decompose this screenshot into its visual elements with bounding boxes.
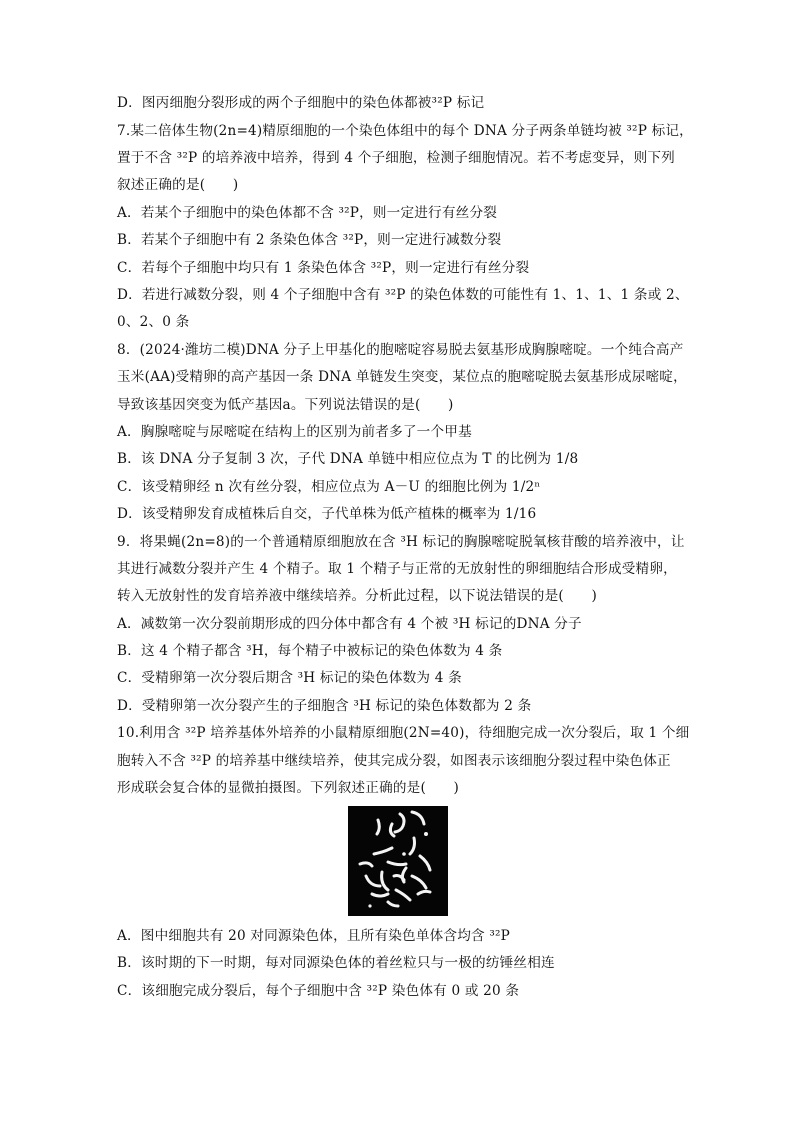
chromosome [410, 838, 415, 854]
chromosome [366, 876, 380, 886]
q7-option-d-line-2: 0、2、0 条 [117, 314, 190, 330]
q9-stem-line-3: 转入无放射性的发育培养液中继续培养。分析此过程，以下说法错误的是( ) [117, 588, 597, 604]
synaptonemal-complex-micrograph [348, 806, 448, 916]
chromosome [390, 824, 394, 836]
q10-option-a: A．图中细胞共有 20 对同源染色体，且所有染色单体含均含 ³²P [117, 928, 510, 944]
q9-stem-line-2: 其进行减数分裂并产生 4 个精子。取 1 个精子与正常的无放射性的卵细胞结合形成受精卵， [117, 561, 677, 577]
q7-option-a: A．若某个子细胞中的染色体都不含 ³²P，则一定进行有丝分裂 [117, 205, 498, 221]
chromosome [412, 812, 424, 824]
q8-stem-line-2: 玉米(AA)受精卵的高产基因一条 DNA 单链发生突变，某位点的胞嘧啶脱去氨基形成尿嘧啶， [117, 369, 687, 385]
q9-option-a: A．减数第一次分裂前期形成的四分体中都含有 4 个被 ³H 标记的DNA 分子 [117, 616, 582, 632]
chromosome [395, 814, 404, 832]
chromosome-fragment [368, 904, 371, 907]
chromosome [360, 863, 372, 866]
q7-stem-line-3: 叙述正确的是( ) [117, 177, 239, 193]
q6-option-d: D．图丙细胞分裂形成的两个子细胞中的染色体都被³²P 标记 [117, 95, 485, 111]
chromosome [420, 856, 430, 870]
chromosome-shapes [348, 806, 448, 916]
q10-stem-line-2: 胞转入不含 ³²P 的培养基中继续培养，使其完成分裂，如图表示该细胞分裂过程中染色体正 [117, 753, 671, 769]
chromosome [418, 891, 430, 894]
q8-option-b: B．该 DNA 分子复制 3 次，子代 DNA 单链中相应位点为 T 的比例为 1/8 [117, 451, 579, 467]
q10-stem-line-3: 形成联会复合体的显微拍摄图。下列叙述正确的是( ) [117, 780, 460, 796]
q7-stem-line-1: 7.某二倍体生物(2n=4)精原细胞的一个染色体组中的每个 DNA 分子两条单链均被 ³²P 标记， [117, 123, 693, 139]
q8-option-d: D．该受精卵发育成植株后自交，子代单株为低产植株的概率为 1/16 [117, 506, 537, 522]
q10-stem-line-1: 10.利用含 ³²P 培养基体外培养的小鼠精原细胞(2N=40)，待细胞完成一次分裂后，取 1 个细 [117, 725, 690, 741]
q9-stem-line-1: 9．将果蝇(2n=8)的一个普通精原细胞放在含 ³H 标记的胸腺嘧啶脱氧核苷酸的培养液中，让 [117, 534, 685, 550]
chromosome [396, 890, 410, 900]
q8-option-c: C．该受精卵经 n 次有丝分裂，相应位点为 A－U 的细胞比例为 1/2ⁿ [117, 479, 541, 495]
chromosome [412, 876, 426, 888]
q8-option-a: A．胸腺嘧啶与尿嘧啶在结构上的区别为前者多了一个甲基 [117, 424, 472, 440]
chromosome-fragment [424, 832, 428, 836]
q10-option-b: B．该时期的下一时期，每对同源染色体的着丝粒只与一极的纺锤丝相连 [117, 955, 555, 971]
q8-stem-line-3: 导致该基因突变为低产基因a。下列说法错误的是( ) [117, 397, 454, 413]
q10-option-c: C．该细胞完成分裂后，每个子细胞中含 ³²P 染色体有 0 或 20 条 [117, 983, 520, 999]
q9-option-d: D．受精卵第一次分裂产生的子细胞含 ³H 标记的染色体数都为 2 条 [117, 698, 532, 714]
chromosome [388, 902, 398, 906]
q8-stem-line-1: 8．(2024·潍坊二模)DNA 分子上甲基化的胞嘧啶容易脱去氨基形成胸腺嘧啶。一个纯合高产 [117, 342, 684, 358]
chromosome [382, 872, 388, 890]
chromosome [388, 862, 406, 865]
chromosome-fragment [402, 852, 406, 856]
q7-option-b: B．若某个子细胞中有 2 条染色体含 ³²P，则一定进行减数分裂 [117, 232, 502, 248]
q7-stem-line-2: 置于不含 ³²P 的培养液中培养，得到 4 个子细胞，检测子细胞情况。若不考虑变异，则下列 [117, 150, 675, 166]
q9-option-c: C．受精卵第一次分裂后期含 ³H 标记的染色体数为 4 条 [117, 670, 462, 686]
chromosome [374, 848, 392, 854]
chromosome [377, 820, 379, 834]
q9-option-b: B．这 4 个精子都含 ³H，每个精子中被标记的染色体数为 4 条 [117, 643, 503, 659]
chromosome [372, 894, 388, 896]
q7-option-c: C．若每个子细胞中均只有 1 条染色体含 ³²P，则一定进行有丝分裂 [117, 260, 530, 276]
q7-option-d-line-1: D．若进行减数分裂，则 4 个子细胞中含有 ³²P 的染色体数的可能性有 1、1、1、1 条或 2、 [117, 287, 689, 303]
